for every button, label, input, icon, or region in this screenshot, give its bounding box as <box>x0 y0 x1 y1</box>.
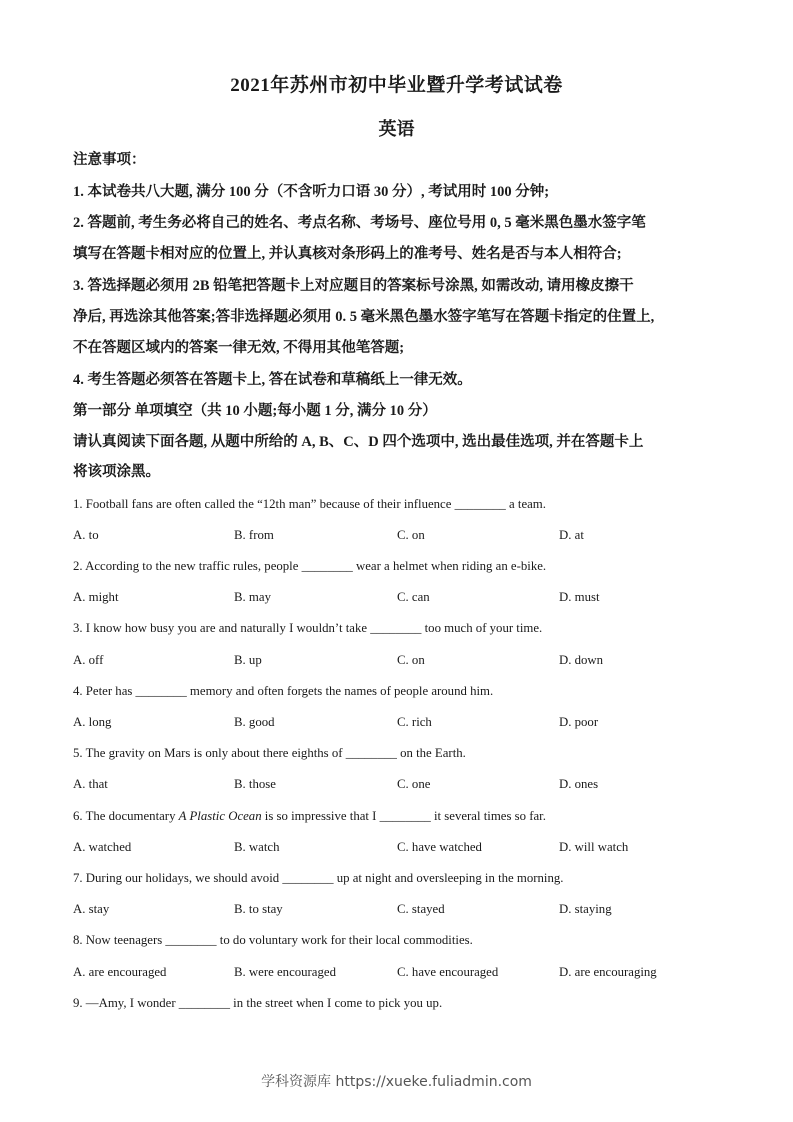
note-line: 4. 考生答题必须答在答题卡上, 答在试卷和草稿纸上一律无效。 <box>73 372 472 388</box>
section-instructions: 将该项涂黑。 <box>73 464 160 480</box>
option-b: B. good <box>234 715 275 729</box>
option-b: B. were encouraged <box>234 965 336 979</box>
question-stem: 1. Football fans are often called the “12th man” because of their influence ________ a team. <box>73 497 546 511</box>
option-d: D. must <box>559 590 600 604</box>
option-c: C. on <box>397 653 425 667</box>
option-a: A. off <box>73 653 104 667</box>
option-a: A. are encouraged <box>73 965 167 979</box>
exam-subject: 英语 <box>378 119 415 139</box>
option-b: B. to stay <box>234 902 283 916</box>
note-line: 1. 本试卷共八大题, 满分 100 分（不含听力口语 30 分）, 考试用时 100 分钟; <box>73 184 550 200</box>
option-d: D. down <box>559 653 604 667</box>
option-d: D. staying <box>559 902 612 916</box>
question-stem: 9. —Amy, I wonder ________ in the street when I come to pick you up. <box>73 996 443 1010</box>
option-a: A. stay <box>73 902 110 916</box>
note-line: 填写在答题卡相对应的位置上, 并认真核对条形码上的准考号、姓名是否与本人相符合; <box>73 246 622 262</box>
note-line: 不在答题区域内的答案一律无效, 不得用其他笔答题; <box>73 340 405 356</box>
question-stem: 2. According to the new traffic rules, people ________ wear a helmet when riding an e-bike. <box>73 559 547 573</box>
option-c: C. have encouraged <box>397 965 499 979</box>
option-b: B. from <box>234 528 274 542</box>
option-d: D. at <box>559 528 584 542</box>
question-stem: 7. During our holidays, we should avoid ________ up at night and oversleeping in the morning. <box>73 871 564 885</box>
option-c: C. on <box>397 528 425 542</box>
section-heading: 第一部分 单项填空（共 10 小题;每小题 1 分, 满分 10 分） <box>73 403 437 419</box>
option-c: C. rich <box>397 715 432 729</box>
option-c: C. one <box>397 777 431 791</box>
note-line: 净后, 再选涂其他答案;答非选择题必须用 0. 5 毫米黑色墨水签字笔写在答题卡指定的住置上, <box>73 309 655 325</box>
option-d: D. ones <box>559 777 599 791</box>
option-a: A. that <box>73 777 108 791</box>
option-c: C. can <box>397 590 430 604</box>
section-instructions: 请认真阅读下面各题, 从题中所给的 A, B、C、D 四个选项中, 选出最佳选项, 并在答题卡上 <box>73 434 644 450</box>
option-d: D. are encouraging <box>559 965 657 979</box>
question-stem <box>73 808 546 824</box>
option-b: B. may <box>234 590 271 604</box>
option-a: A. to <box>73 528 99 542</box>
note-line: 3. 答选择题必须用 2B 铅笔把答题卡上对应题目的答案标号涂黑, 如需改动, 请用橡皮擦干 <box>73 278 634 294</box>
note-line: 2. 答题前, 考生务必将自己的姓名、考点名称、考场号、座位号用 0, 5 毫米黑色墨水签字笔 <box>73 215 646 231</box>
option-b: B. watch <box>234 840 280 854</box>
option-d: D. will watch <box>559 840 629 854</box>
question-stem: 4. Peter has ________ memory and often forgets the names of people around him. <box>73 684 494 698</box>
option-a: A. watched <box>73 840 132 854</box>
question-stem-text: 6. The documentary <box>73 809 179 823</box>
exam-title: 2021年苏州市初中毕业暨升学考试试卷 <box>230 75 563 96</box>
footer-watermark: 学科资源库 https://xueke.fuliadmin.com <box>261 1074 532 1090</box>
option-b: B. up <box>234 653 262 667</box>
option-b: B. those <box>234 777 276 791</box>
notes-heading: 注意事项： <box>73 152 146 168</box>
option-c: C. have watched <box>397 840 482 854</box>
option-a: A. might <box>73 590 119 604</box>
option-c: C. stayed <box>397 902 445 916</box>
question-stem: 8. Now teenagers ________ to do voluntary work for their local commodities. <box>73 933 473 947</box>
option-a: A. long <box>73 715 112 729</box>
question-stem: 3. I know how busy you are and naturally I wouldn’t take ________ too much of your time. <box>73 621 543 635</box>
question-stem: 5. The gravity on Mars is only about there eighths of ________ on the Earth. <box>73 746 466 760</box>
documentary-title: A Plastic Ocean <box>178 809 262 823</box>
question-stem-text: is so impressive that I ________ it several times so far. <box>261 809 546 823</box>
option-d: D. poor <box>559 715 599 729</box>
